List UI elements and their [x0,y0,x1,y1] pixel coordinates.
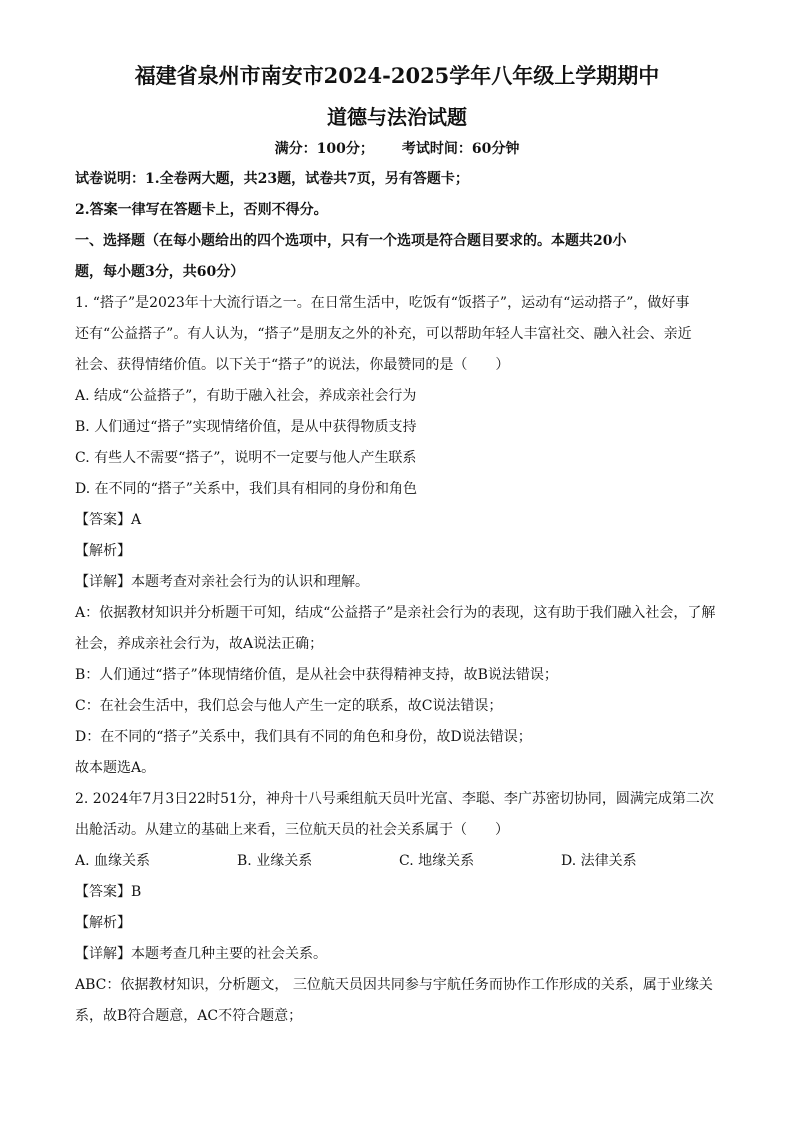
instructions-line-1: 试卷说明：1.全卷两大题，共23题，试卷共7页，另有答题卡； [75,171,469,187]
q1-detail: 【详解】本题考查对亲社会行为的认识和理解。 [75,574,369,590]
q1-option-c: C. 有些人不需要“搭子”，说明不一定要与他人产生联系 [75,450,417,466]
q2-option-b: B. 业缘关系 [237,853,313,869]
section-heading-line-1: 一、选择题（在每小题给出的四个选项中，只有一个选项是符合题目要求的。本题共20小 [75,233,627,249]
q2-detail: 【详解】本题考查几种主要的社会关系。 [75,946,327,962]
instructions-line-2: 2.答案一律写在答题卡上，否则不得分。 [75,202,328,218]
q2-option-d: D. 法律关系 [561,853,637,869]
q1-stem-line-1: 1. “搭子”是2023年十大流行语之一。在日常生活中，吃饭有“饭搭子”，运动有“运动搭子”，做好事 [75,295,690,311]
q1-option-d: D. 在不同的“搭子”关系中，我们具有相同的身份和角色 [75,481,417,497]
q2-explain-abc-line-1: ABC：依据教材知识，分析题文， 三位航天员因共同参与宇航任务而协作工作形成的关系，属于业缘关 [75,977,713,993]
q2-explain-abc-line-2: 系，故B符合题意，AC不符合题意； [75,1008,303,1024]
section-heading-line-2: 题，每小题3分，共60分） [75,264,245,280]
document-subtitle: 道德与法治试题 [327,105,467,129]
q1-explain-a-line-2: 社会，养成亲社会行为，故A说法正确； [75,636,324,652]
q2-stem-line-2: 出舱活动。从建立的基础上来看，三位航天员的社会关系属于（ ） [75,822,509,838]
q1-stem-line-3: 社会、获得情绪价值。以下关于“搭子”的说法，你最赞同的是（ ） [75,357,510,373]
q2-analysis-tag: 【解析】 [75,915,131,931]
q2-stem-line-1: 2. 2024年7月3日22时51分，神舟十八号乘组航天员叶光富、李聪、李广苏密切协同，圆满完成第二次 [75,791,714,807]
q1-explain-c: C：在社会生活中，我们总会与他人产生一定的联系，故C说法错误； [75,698,503,714]
q2-answer: 【答案】B [75,884,142,900]
q1-conclusion: 故本题选A。 [75,760,156,776]
q1-explain-b: B：人们通过“搭子”体现情绪价值，是从社会中获得精神支持，故B说法错误； [75,667,558,683]
q1-answer: 【答案】A [75,512,142,528]
q1-stem-line-2: 还有“公益搭子”。有人认为，“搭子”是朋友之外的补充，可以帮助年轻人丰富社交、融入社会、亲近 [75,326,692,342]
q2-options [75,846,719,877]
q2-option-c: C. 地缘关系 [399,853,475,869]
q1-analysis-tag: 【解析】 [75,543,131,559]
exam-meta [75,138,719,160]
time-info: 考试时间：60分钟 [401,141,520,157]
score-info: 满分：100分； [274,141,374,157]
q1-explain-a-line-1: A：依据教材知识并分析题干可知，结成“公益搭子”是亲社会行为的表现，这有助于我们融入社会，了解 [75,605,716,621]
q2-option-a: A. 血缘关系 [75,853,151,869]
document-title: 福建省泉州市南安市2024-2025学年八年级上学期期中 [134,63,660,88]
q1-explain-d: D：在不同的“搭子”关系中，我们具有不同的角色和身份，故D说法错误； [75,729,532,745]
q1-option-b: B. 人们通过“搭子”实现情绪价值，是从中获得物质支持 [75,419,417,435]
q1-option-a: A. 结成“公益搭子”，有助于融入社会，养成亲社会行为 [75,388,417,404]
